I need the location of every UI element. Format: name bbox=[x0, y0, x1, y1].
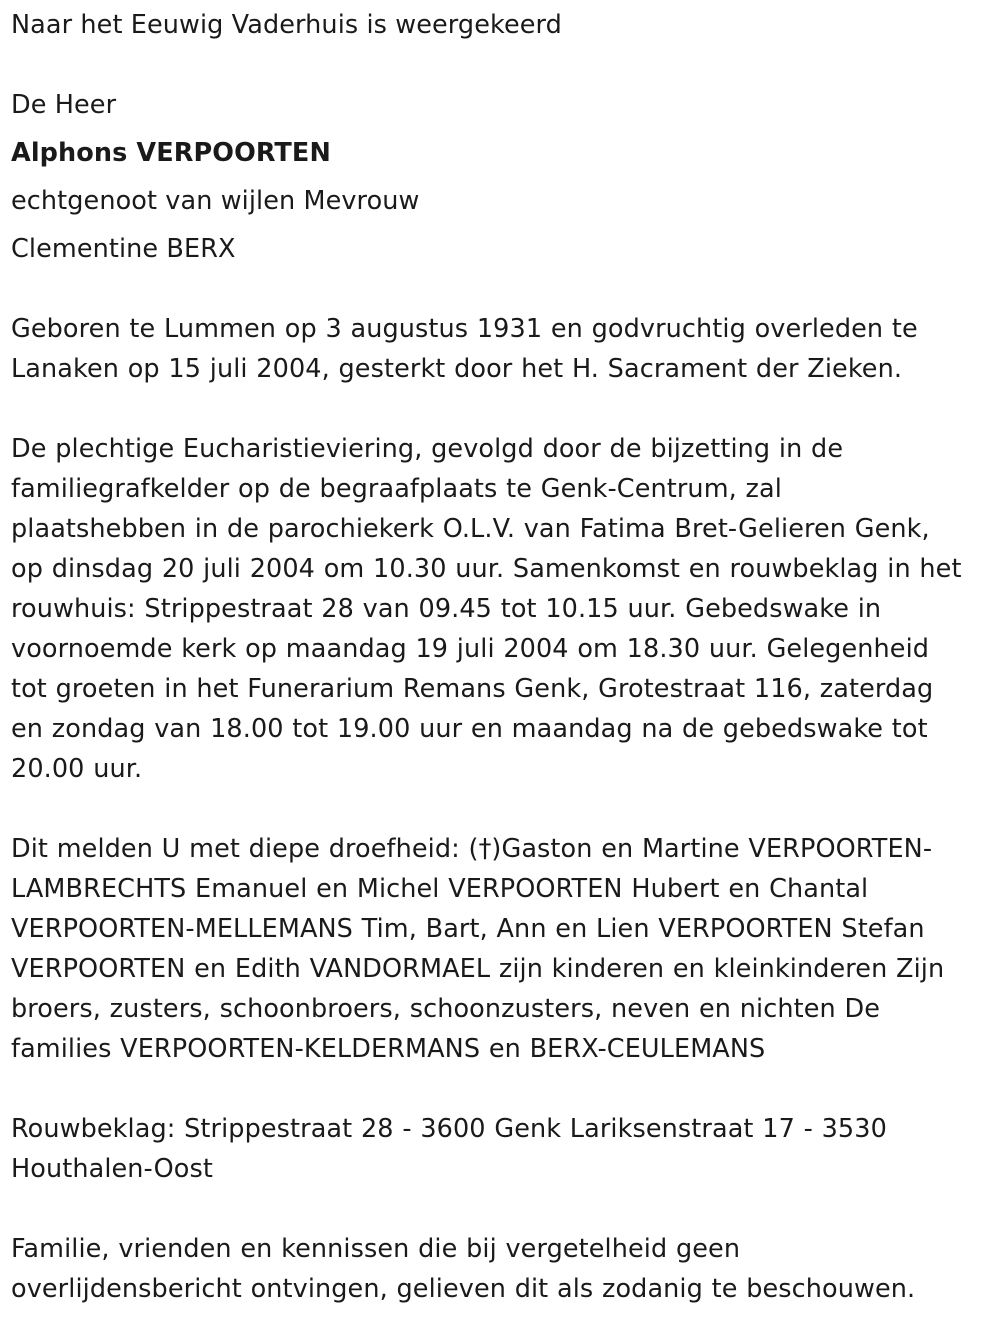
birth-death-paragraph bbox=[11, 309, 993, 389]
family-line: Dit melden U met diepe droefheid: (†)Gaston en Martine VERPOORTEN- bbox=[11, 834, 933, 864]
birth-line: Lanaken op 15 juli 2004, gesterkt door het H. Sacrament der Zieken. bbox=[11, 354, 903, 384]
closing-line: Familie, vrienden en kennissen die bij vergetelheid geen bbox=[11, 1234, 741, 1264]
mourning-address-paragraph bbox=[11, 1109, 993, 1189]
family-line: LAMBRECHTS Emanuel en Michel VERPOORTEN Hubert en Chantal bbox=[11, 874, 869, 904]
deceased-name: Alphons VERPOORTEN bbox=[11, 138, 331, 168]
family-paragraph bbox=[11, 829, 993, 1069]
family-line: families VERPOORTEN-KELDERMANS en BERX-CEULEMANS bbox=[11, 1034, 766, 1064]
spouse-line-2: Clementine BERX bbox=[11, 234, 236, 264]
ceremony-line: 20.00 uur. bbox=[11, 754, 143, 784]
ceremony-line: tot groeten in het Funerarium Remans Genk, Grotestraat 116, zaterdag bbox=[11, 674, 934, 704]
mourning-line: Houthalen-Oost bbox=[11, 1154, 213, 1184]
family-line: VERPOORTEN en Edith VANDORMAEL zijn kinderen en kleinkinderen Zijn bbox=[11, 954, 945, 984]
intro-text: Naar het Eeuwig Vaderhuis is weergekeerd bbox=[11, 10, 562, 40]
ceremony-line: voornoemde kerk op maandag 19 juli 2004 om 18.30 uur. Gelegenheid bbox=[11, 634, 930, 664]
family-line: broers, zusters, schoonbroers, schoonzusters, neven en nichten De bbox=[11, 994, 880, 1024]
ceremony-line: De plechtige Eucharistieviering, gevolgd door de bijzetting in de bbox=[11, 434, 844, 464]
ceremony-line: plaatshebben in de parochiekerk O.L.V. van Fatima Bret-Gelieren Genk, bbox=[11, 514, 930, 544]
mourning-line: Rouwbeklag: Strippestraat 28 - 3600 Genk Lariksenstraat 17 - 3530 bbox=[11, 1114, 887, 1144]
spouse-line-1: echtgenoot van wijlen Mevrouw bbox=[11, 186, 420, 216]
ceremony-paragraph bbox=[11, 429, 993, 789]
closing-line: overlijdensbericht ontvingen, gelieven dit als zodanig te beschouwen. bbox=[11, 1274, 916, 1304]
birth-line: Geboren te Lummen op 3 augustus 1931 en godvruchtig overleden te bbox=[11, 314, 918, 344]
ceremony-line: en zondag van 18.00 tot 19.00 uur en maandag na de gebedswake tot bbox=[11, 714, 928, 744]
honorific-title: De Heer bbox=[11, 90, 117, 120]
family-line: VERPOORTEN-MELLEMANS Tim, Bart, Ann en Lien VERPOORTEN Stefan bbox=[11, 914, 925, 944]
closing-paragraph bbox=[11, 1229, 993, 1309]
ceremony-line: op dinsdag 20 juli 2004 om 10.30 uur. Samenkomst en rouwbeklag in het bbox=[11, 554, 962, 584]
ceremony-line: familiegrafkelder op de begraafplaats te Genk-Centrum, zal bbox=[11, 474, 782, 504]
ceremony-line: rouwhuis: Strippestraat 28 van 09.45 tot 10.15 uur. Gebedswake in bbox=[11, 594, 882, 624]
